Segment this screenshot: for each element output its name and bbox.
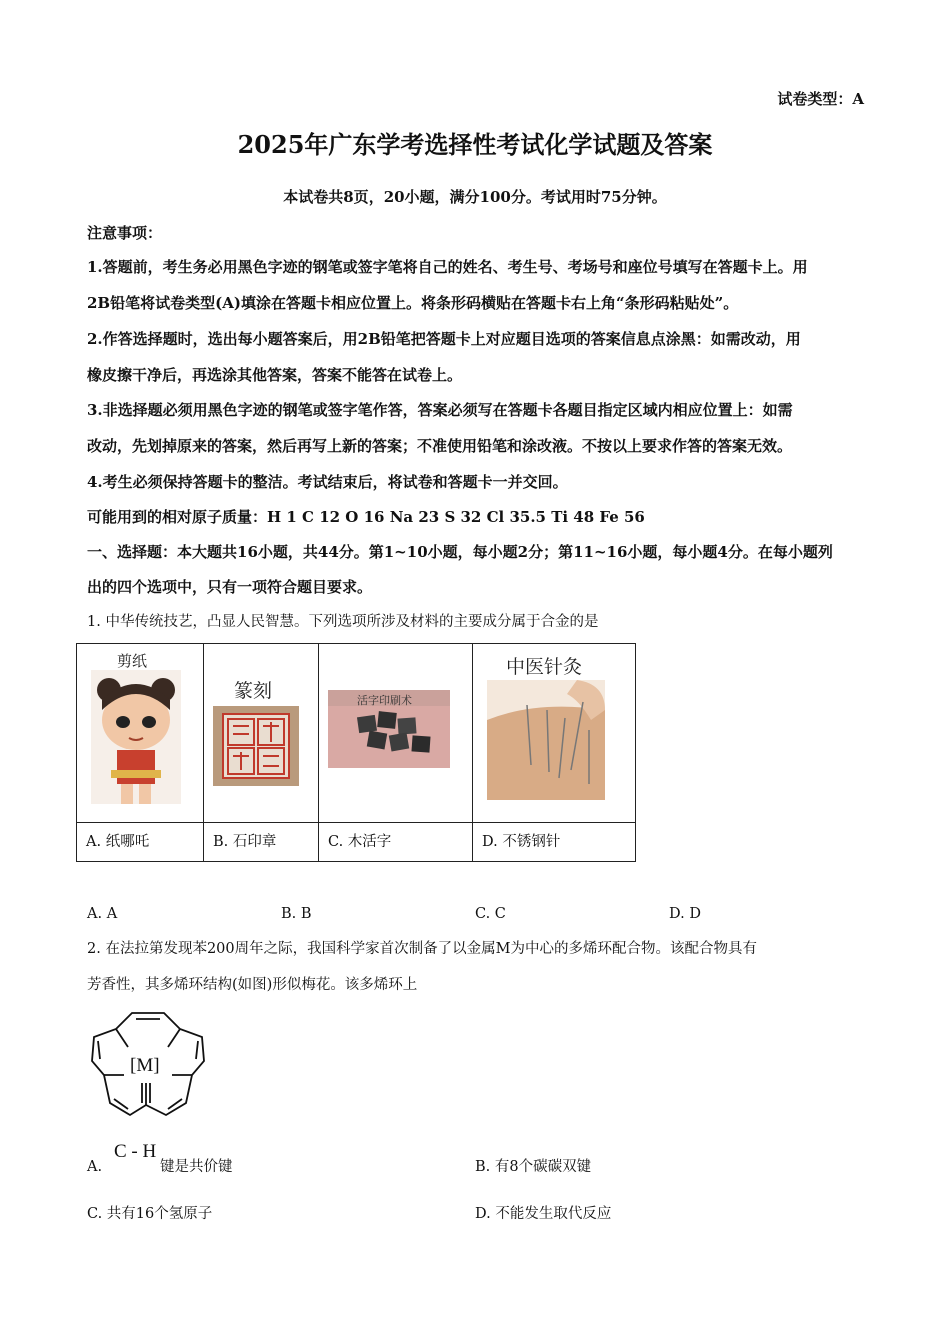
option-a-image-cell xyxy=(77,644,204,823)
section-heading-cont: 出的四个选项中，只有一项符合题目要求。 xyxy=(87,578,373,596)
page-title: 2025年广东学考选择性考试化学试题及答案 xyxy=(237,130,713,159)
exam-type: 试卷类型：A xyxy=(777,90,864,108)
answer-choice-a: A. A xyxy=(87,906,118,922)
image-caption: 中医针灸 xyxy=(506,656,583,678)
question-1-stem: 1. 中华传统技艺，凸显人民智慧。下列选项所涉及材料的主要成分属于合金的是 xyxy=(87,614,599,630)
notes-heading: 注意事项： xyxy=(87,224,163,242)
option-b-label: B. 石印章 xyxy=(204,823,319,862)
acupuncture-icon xyxy=(487,680,605,800)
q2-option-d: D. 不能发生取代反应 xyxy=(475,1206,612,1222)
option-a-label: A. 纸哪吒 xyxy=(77,823,204,862)
metal-center-label: [M] xyxy=(130,1055,160,1076)
answer-choice-d: D. D xyxy=(669,906,701,922)
q2-option-c: C. 共有16个氢原子 xyxy=(87,1206,213,1222)
q2-option-a-prefix: A. xyxy=(87,1159,103,1175)
note-line: 橡皮擦干净后，再选涂其他答案，答案不能答在试卷上。 xyxy=(87,366,463,384)
exam-subtitle: 本试卷共8页，20小题，满分100分。考试用时75分钟。 xyxy=(283,188,667,206)
note-line: 4.考生必须保持答题卡的整洁。考试结束后，将试卷和答题卡一并交回。 xyxy=(87,473,568,491)
note-line: 2.作答选择题时，选出每小题答案后，用2B铅笔把答题卡上对应题目选项的答案信息点涂黑：如需改动，用 xyxy=(87,330,801,348)
c-h-formula: C - H xyxy=(114,1141,157,1162)
question-2-stem: 2. 在法拉第发现苯200周年之际，我国科学家首次制备了以金属M为中心的多烯环配合物。该配合物具有 xyxy=(87,941,757,957)
image-caption: 活字印刷术 xyxy=(357,694,412,707)
option-d-label: D. 不锈钢针 xyxy=(473,823,636,862)
note-line: 2B铅笔将试卷类型(A)填涂在答题卡相应位置上。将条形码横贴在答题卡右上角“条形码粘贴处”。 xyxy=(87,294,739,312)
atomic-masses: 可能用到的相对原子质量：H 1 C 12 O 16 Na 23 S 32 Cl 35.5 Ti 48 Fe 56 xyxy=(87,508,645,526)
stone-seal-icon xyxy=(213,706,299,786)
note-line: 1.答题前，考生务必用黑色字迹的钢笔或签字笔将自己的姓名、考生号、考场号和座位号填写在答题卡上。用 xyxy=(87,258,808,276)
note-line: 3.非选择题必须用黑色字迹的钢笔或签字笔作答，答案必须写在答题卡各题目指定区域内相应位置上：如需 xyxy=(87,401,793,419)
section-heading: 一、选择题：本大题共16小题，共44分。第1~10小题，每小题2分；第11~16小题，每小题4分。在每小题列 xyxy=(87,543,833,561)
note-line: 改动，先划掉原来的答案，然后再写上新的答案；不准使用铅笔和涂改液。不按以上要求作答的答案无效。 xyxy=(87,437,793,455)
image-caption: 剪纸 xyxy=(117,652,148,670)
question-1-table xyxy=(76,643,636,862)
option-c-image-cell xyxy=(319,644,473,823)
nezha-figure-icon xyxy=(91,670,181,804)
option-b-image-cell xyxy=(204,644,319,823)
q2-option-a-text: 键是共价键 xyxy=(160,1159,233,1175)
option-c-label: C. 木活字 xyxy=(319,823,473,862)
answer-choice-c: C. C xyxy=(475,906,506,922)
image-caption: 篆刻 xyxy=(234,680,273,702)
q2-option-b: B. 有8个碳碳双键 xyxy=(475,1159,592,1175)
polyene-ring-structure xyxy=(86,1005,210,1123)
answer-choice-b: B. B xyxy=(281,906,312,922)
option-d-image-cell xyxy=(473,644,636,823)
question-2-stem-cont: 芳香性，其多烯环结构(如图)形似梅花。该多烯环上 xyxy=(87,977,418,993)
